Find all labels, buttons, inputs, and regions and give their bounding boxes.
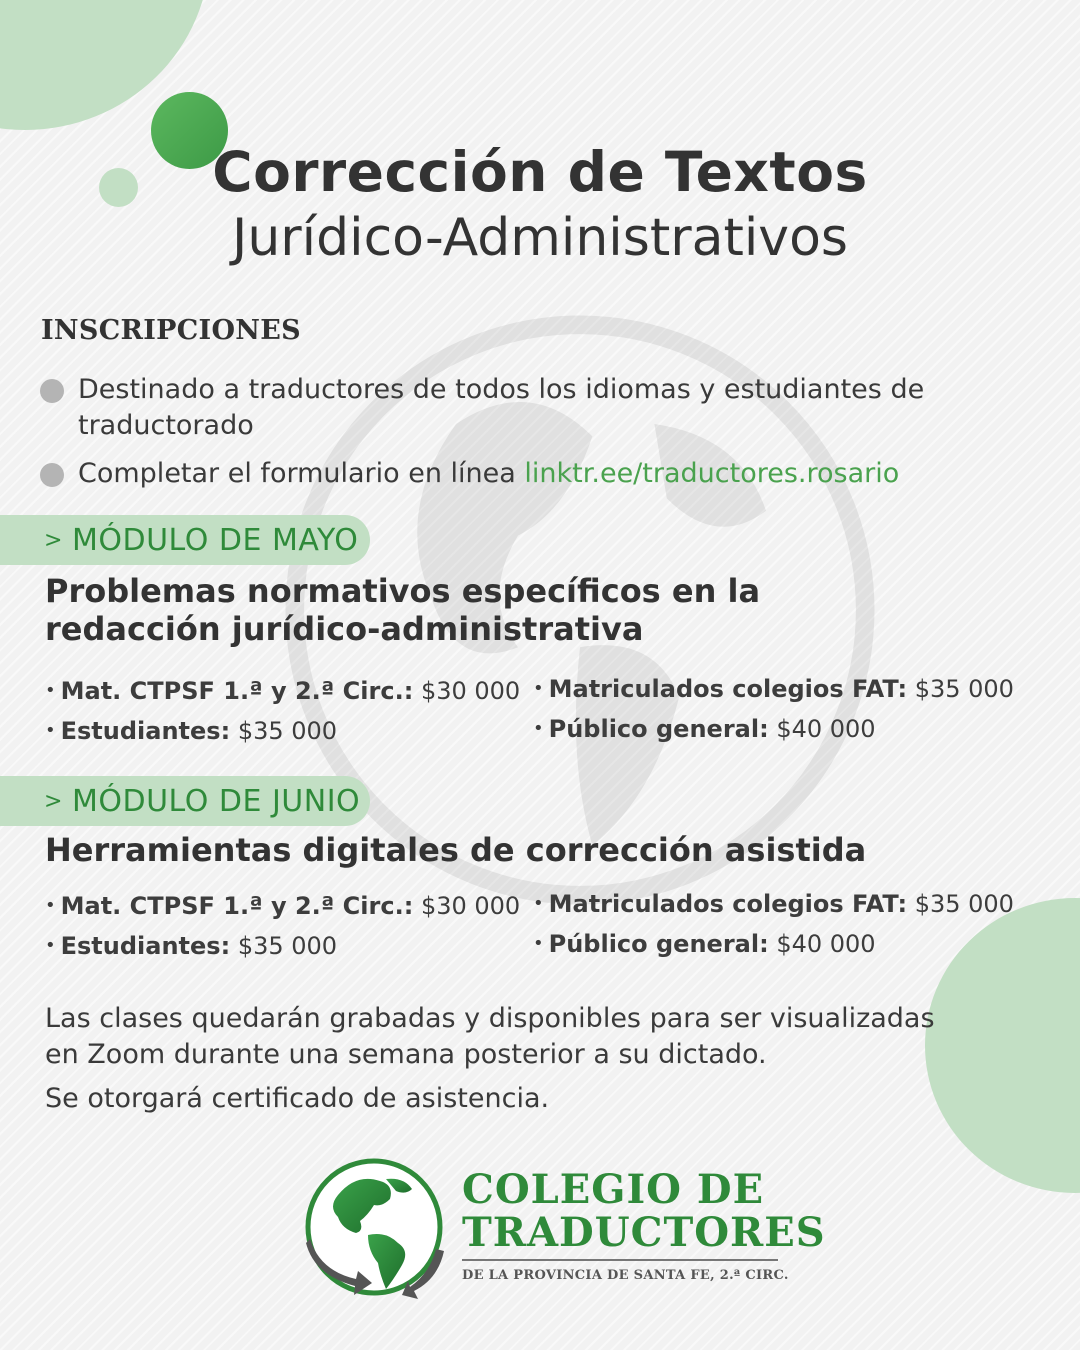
module-may-label — [0, 515, 370, 565]
decorative-circle-bottom-right — [925, 898, 1080, 1193]
bullet-icon: • — [45, 895, 56, 916]
form-instruction-text: Completar el formulario en línea — [78, 458, 525, 489]
page-title: Corrección de Textos — [212, 140, 868, 204]
chevron-right-icon: > — [44, 789, 63, 814]
course-title-may: Problemas normativos específicos en la redacción jurídico-administrativa — [45, 572, 761, 648]
price-item — [533, 715, 876, 743]
price-item — [533, 930, 876, 958]
page-subtitle: Jurídico-Administrativos — [232, 208, 848, 268]
logo-divider — [462, 1259, 778, 1261]
price-label: Estudiantes: — [60, 932, 231, 960]
price-item — [45, 717, 337, 745]
bullet-icon: • — [45, 935, 56, 956]
price-value: $30 000 — [420, 892, 521, 920]
price-value: $40 000 — [776, 930, 876, 958]
price-label: Mat. CTPSF 1.ª y 2.ª Circ.: — [60, 892, 414, 920]
price-item — [45, 892, 520, 920]
logo-line-1: COLEGIO DE — [462, 1166, 765, 1213]
price-item — [45, 932, 337, 960]
price-label: Público general: — [548, 930, 769, 958]
price-item — [533, 675, 1014, 703]
module-june-label — [0, 776, 370, 826]
certificate-notice: Se otorgará certificado de asistencia. — [45, 1083, 550, 1114]
price-value: $35 000 — [914, 675, 1014, 703]
bullet-icon: • — [533, 718, 544, 739]
bullet-icon: • — [533, 893, 544, 914]
price-label: Mat. CTPSF 1.ª y 2.ª Circ.: — [60, 677, 414, 705]
price-value: $35 000 — [237, 932, 338, 960]
globe-logo-icon — [298, 1155, 446, 1303]
price-item — [533, 890, 1014, 918]
price-value: $30 000 — [420, 677, 521, 705]
price-label: Estudiantes: — [60, 717, 231, 745]
bullet-icon: • — [45, 720, 56, 741]
price-value: $35 000 — [237, 717, 338, 745]
logo-line-2: TRADUCTORES — [462, 1209, 826, 1256]
bullet-icon: • — [533, 933, 544, 954]
price-value: $35 000 — [914, 890, 1014, 918]
logo-subtitle: DE LA PROVINCIA DE SANTA FE, 2.ª CIRC. — [462, 1268, 789, 1283]
price-label: Público general: — [548, 715, 769, 743]
price-label: Matriculados colegios FAT: — [548, 675, 908, 703]
inscripciones-heading: INSCRIPCIONES — [41, 315, 301, 346]
module-label-text: MÓDULO DE MAYO — [72, 523, 359, 558]
price-item — [45, 677, 520, 705]
price-value: $40 000 — [776, 715, 876, 743]
bullet-icon: • — [533, 678, 544, 699]
registration-link[interactable]: linktr.ee/traductores.rosario — [524, 458, 900, 489]
course-title-june: Herramientas digitales de corrección asistida — [45, 831, 867, 869]
chevron-right-icon: > — [44, 528, 63, 553]
inscripciones-item-text: Destinado a traductores de todos los idiomas y estudiantes de traductorado — [78, 374, 925, 441]
price-label: Matriculados colegios FAT: — [548, 890, 908, 918]
bullet-icon — [40, 379, 64, 403]
bullet-icon — [40, 463, 64, 487]
module-label-text: MÓDULO DE JUNIO — [72, 784, 361, 819]
inscripciones-item-text — [78, 456, 938, 492]
recording-notice: Las clases quedarán grabadas y disponibles para ser visualizadas en Zoom durante una semana posterior a su dictado. — [45, 1003, 935, 1070]
bullet-icon: • — [45, 680, 56, 701]
